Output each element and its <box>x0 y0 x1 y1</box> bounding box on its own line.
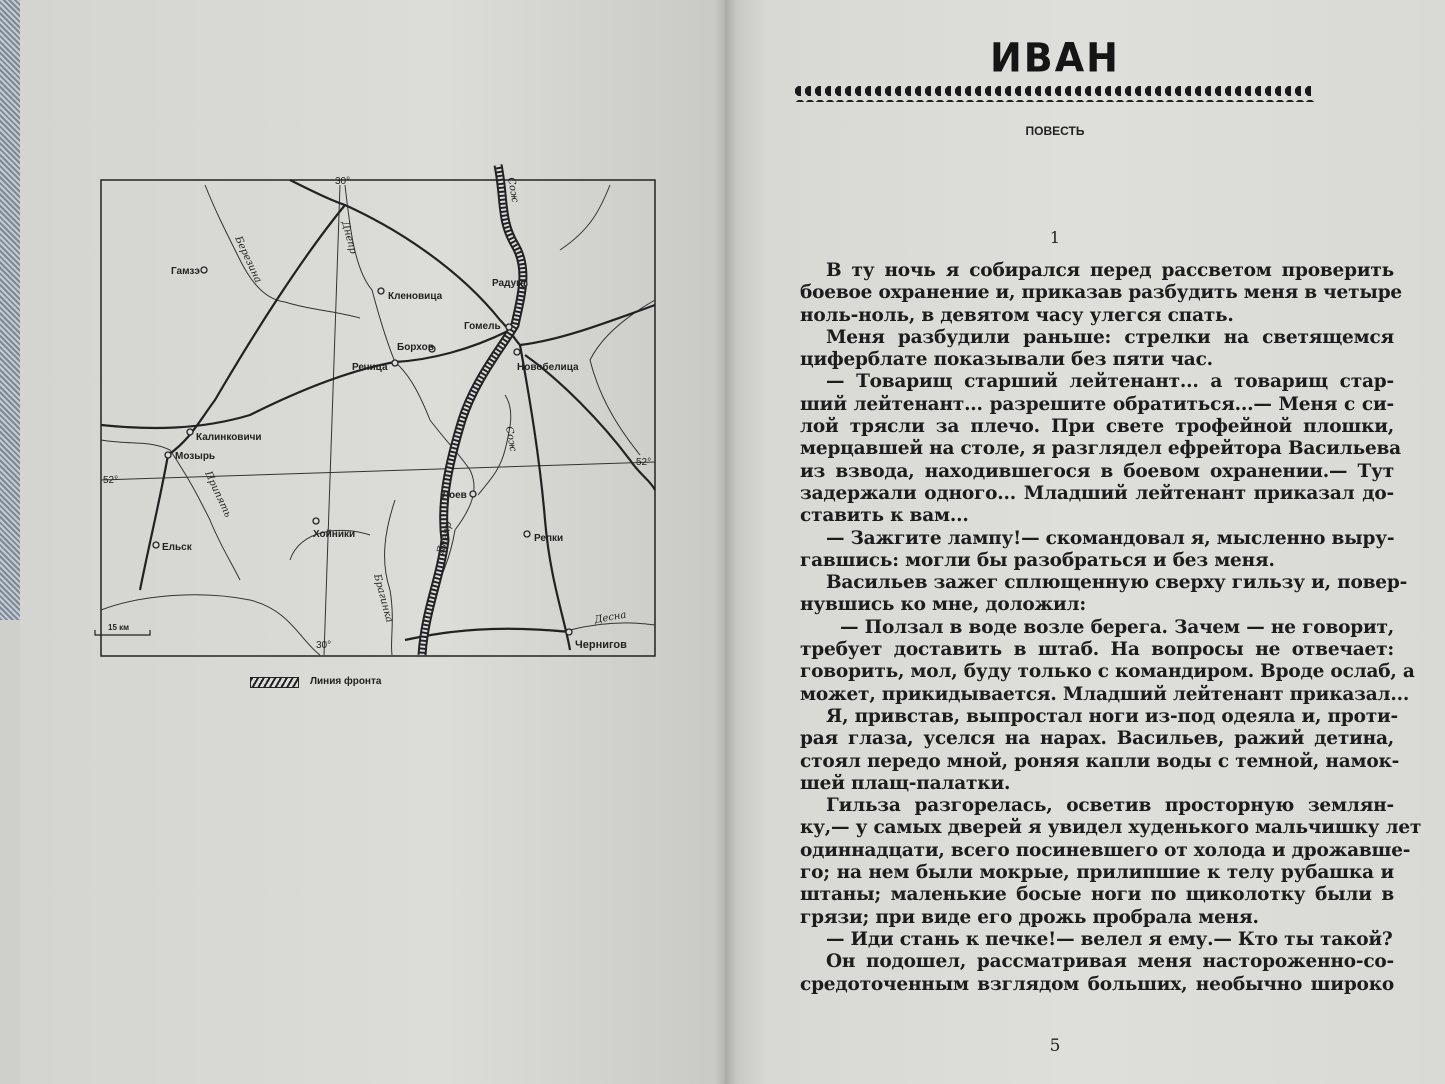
city-label: Речица <box>352 362 388 373</box>
text-line: ноль-ноль, в девятом часу улегся спать. <box>800 304 1234 326</box>
city-marker-kalinkovichi <box>187 429 193 435</box>
text-line: Он подошел, рассматривая меня настороженно-со- <box>826 951 1394 973</box>
text-line: одиннадцати, всего посиневшего от холода и дрожавше- <box>800 839 1411 861</box>
parallel-label-right: 52° <box>636 457 652 468</box>
text-line: — Иди стань к печке!— велел я ему.— Кто ты такой? <box>826 928 1393 950</box>
text-line: грязи; при виде его дрожь пробрала меня. <box>800 906 1259 928</box>
city-label: Ельск <box>162 542 192 553</box>
text-line: го; на нем были мокрые, прилипшие к телу рубашка и <box>800 862 1394 884</box>
meridian-30-line <box>324 185 340 655</box>
text-line: гавшись: могли бы разобраться и без меня. <box>800 549 1275 571</box>
page-title: ИВАН <box>990 34 1120 82</box>
front-line-legend-label: Линия фронта <box>310 676 382 687</box>
text-line: — Зажгите лампу!— скомандовал я, мысленно выру- <box>826 527 1395 549</box>
body-text <box>800 260 1422 996</box>
city-label: Новобелица <box>517 362 579 373</box>
text-line: боевое охранение и, приказав разбудить меня в четыре <box>800 282 1402 304</box>
text-line: лой трясли за плечо. При свете трофейной плошки, <box>800 416 1394 438</box>
text-line: штаны; маленькие босые ноги по щиколотку были в <box>800 884 1394 906</box>
city-marker-mozyr <box>165 452 171 458</box>
text-line: — Товарищ старший лейтенант... а товарищ стар- <box>826 371 1394 393</box>
city-label: Радуга <box>492 278 526 289</box>
text-line: Я, привстав, выпростал ноги из-под одеяла и, проти- <box>826 705 1399 727</box>
chapter-number: 1 <box>1049 228 1061 247</box>
river-label-sozh: Сож <box>505 176 521 204</box>
parallel-label-left: 52° <box>103 475 119 486</box>
city-label: Кленовица <box>388 291 443 302</box>
text-line: может, прикидывается. Младший лейтенант приказал... <box>800 683 1410 705</box>
river-sozh <box>478 395 511 495</box>
text-line: Меня разбудили раньше: стрелки на светящемся <box>826 326 1394 348</box>
city-marker-rechitsa <box>392 360 398 366</box>
front-line-legend-swatch <box>250 677 299 688</box>
river-berezina <box>205 185 360 318</box>
city-marker-repki <box>524 531 530 537</box>
city-label: Лоев <box>442 490 467 501</box>
river-label-desna: Десна <box>593 609 628 626</box>
city-marker-novobelitsa <box>514 349 520 355</box>
city-marker-loev <box>470 491 476 497</box>
city-marker-elsk <box>153 542 159 548</box>
text-line: ставить к вам... <box>800 505 969 527</box>
page-subtitle: ПОВЕСТЬ <box>1025 124 1085 138</box>
text-line: ку,— у самых дверей я увидел худенького мальчишку лет <box>800 817 1422 839</box>
text-line: говорить, мол, буду только с командиром. Вроде ослаб, а <box>800 661 1415 683</box>
meridian-label-bottom: 30° <box>316 640 332 651</box>
city-marker-gamza <box>201 267 207 273</box>
text-line: В ту ночь я собирался перед рассветом проверить <box>826 260 1394 281</box>
text-line: задержали одного... Младший лейтенант приказал до- <box>800 482 1394 504</box>
text-line: мерцавшей на столе, я разглядел ефрейтора Васильева <box>800 438 1401 460</box>
river-label-braginka: Брагинка <box>371 572 395 624</box>
river-braginka <box>385 500 395 655</box>
text-line: ший лейтенант... разрешите обратиться...— Меня с си- <box>800 393 1394 415</box>
text-line: Гильза разгорелась, осветив просторную землян- <box>826 795 1394 817</box>
city-label: Гамзэ <box>171 266 200 277</box>
text-line: Васильев зажег сплющенную сверху гильзу и, повер- <box>826 572 1408 594</box>
river-label-dnepr: Днепр <box>435 520 455 556</box>
text-line: циферблате показывали без пяти час. <box>800 349 1213 371</box>
text-line: шей плащ-палатки. <box>800 772 1011 794</box>
front-line-map <box>0 0 725 720</box>
river-desna <box>570 623 655 630</box>
city-marker-khoiniki <box>313 518 319 524</box>
city-label: Гомель <box>464 321 501 332</box>
city-label: Борхов <box>397 342 434 353</box>
text-line: нувшись ко мне, доложил: <box>800 594 1087 616</box>
title-ornament <box>795 84 1315 102</box>
text-line: рая глаза, уселся на нарах. Васильев, ражий детина, <box>800 728 1394 750</box>
river-label-berezina: Березина <box>232 234 264 285</box>
parallel-52-line <box>101 462 655 480</box>
river-label-sozh: Сож <box>503 425 519 453</box>
city-label: Хойники <box>313 529 356 540</box>
city-marker-gomel <box>506 324 512 330</box>
city-label: Калинковичи <box>196 432 262 443</box>
city-marker-chernigov <box>566 629 572 635</box>
text-line: средоточенным взглядом больших, необычно широко <box>800 973 1394 995</box>
river-label-pripyat: Припять <box>202 469 234 520</box>
meridian-label-top: 30° <box>335 176 351 187</box>
river-dnepr <box>345 185 474 600</box>
city-label: Чернигов <box>575 639 627 651</box>
text-line: из взвода, находившегося в боевом охранении.— Тут <box>800 460 1394 482</box>
river-label-dnepr: Днепр <box>339 219 359 256</box>
city-label: Мозырь <box>175 451 216 462</box>
city-label: Репки <box>534 533 564 544</box>
text-line: требует доставить в штаб. На вопросы не отвечает: <box>800 639 1394 661</box>
text-line: стоял передо мной, роняя капли воды с темной, намок- <box>800 750 1400 772</box>
scale-label: 15 км <box>108 623 130 632</box>
text-line: — Ползал в воде возле берега. Зачем — не говорит, <box>840 616 1394 638</box>
page-number: 5 <box>1049 1036 1061 1056</box>
city-marker-klenovitsa <box>378 288 384 294</box>
